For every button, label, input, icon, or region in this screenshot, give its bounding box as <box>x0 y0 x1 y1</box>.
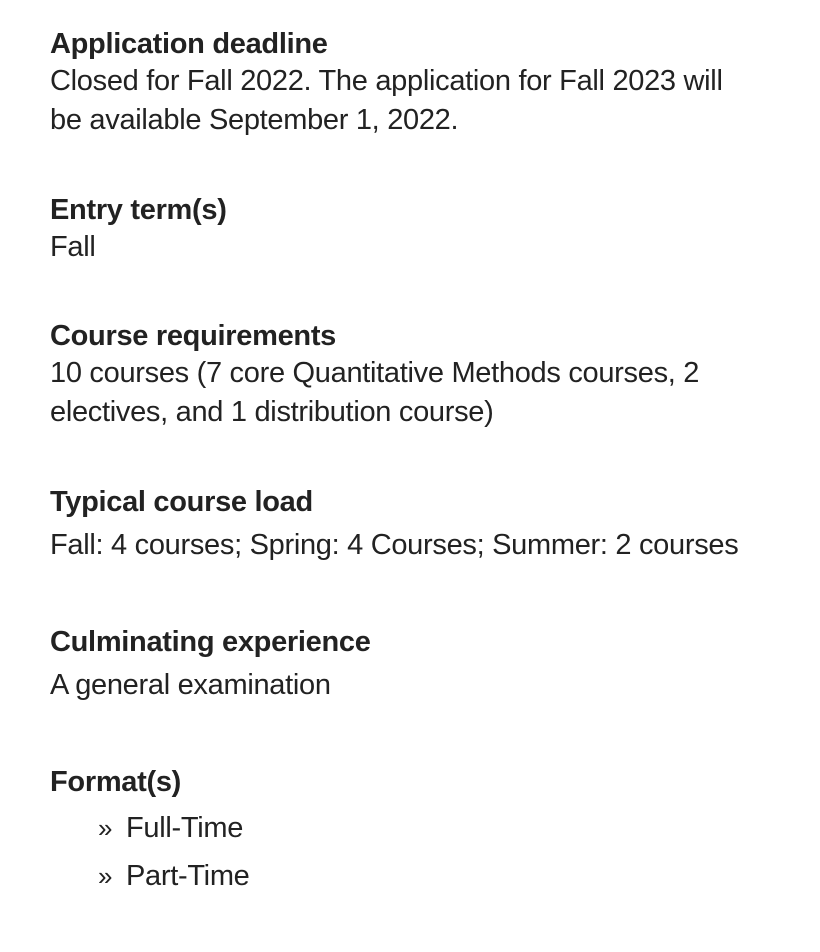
format-item <box>98 804 820 852</box>
bullet-icon: » <box>98 861 113 891</box>
culminating-experience-section <box>50 624 820 764</box>
format-label: Format(s) <box>50 766 182 798</box>
bullet-icon: » <box>98 813 113 843</box>
format-section <box>50 764 820 900</box>
culminating-experience-label: Culminating experience <box>50 626 371 658</box>
format-item-label: Part-Time <box>126 860 250 892</box>
format-item <box>98 852 820 900</box>
course-load-value: Fall: 4 courses; Spring: 4 Courses; Summer: 2 courses <box>50 529 739 561</box>
course-load-label: Typical course load <box>50 486 313 518</box>
culminating-experience-value: A general examination <box>50 669 331 701</box>
entry-term-value: Fall <box>50 231 96 263</box>
entry-term-section <box>50 192 820 318</box>
course-requirements-value: 10 courses (7 core Quantitative Methods courses, 2 electives, and 1 distribution course) <box>50 357 700 428</box>
entry-term-label: Entry term(s) <box>50 194 227 226</box>
application-deadline-section <box>50 26 820 192</box>
course-requirements-label: Course requirements <box>50 320 336 352</box>
application-deadline-value: Closed for Fall 2022. The application for Fall 2023 will be available September 1, 2022. <box>50 65 723 136</box>
application-deadline-label: Application deadline <box>50 28 328 60</box>
course-requirements-section <box>50 318 820 484</box>
format-list <box>50 804 820 900</box>
format-item-label: Full-Time <box>126 812 244 844</box>
course-load-section <box>50 484 820 624</box>
